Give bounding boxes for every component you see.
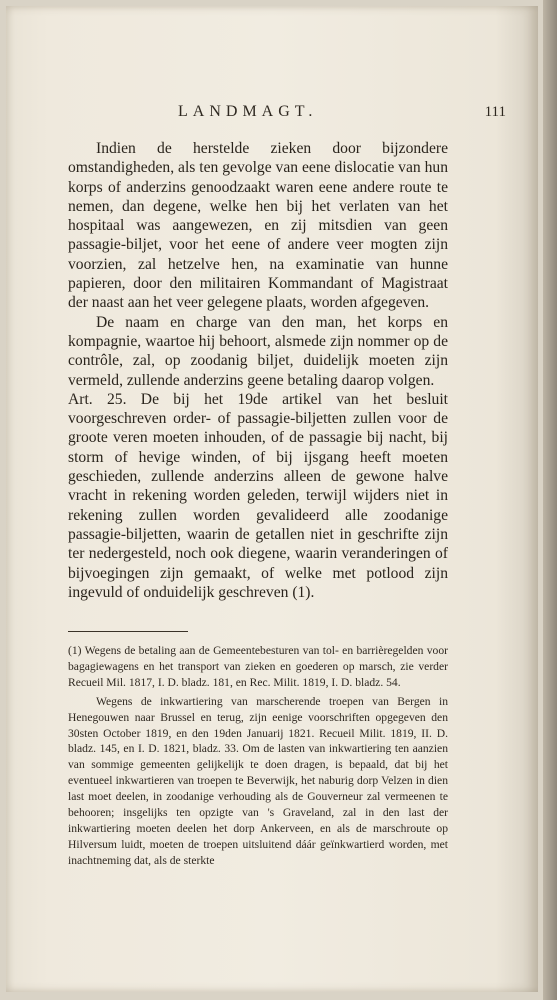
- main-text: [68, 139, 448, 602]
- footnote: Wegens de inkwartiering van marscherende troepen van Bergen in Henegouwen naar Brussel en terug, zijn eenige voorschriften opgegeven den 30sten October 1819, en den 19den Januarij 1821. Recueil Milit. 1819, II. D. bladz. 145, en I. D. 1821, bladz. 33. Om de lasten van inkwartiering ten aanzien van sommige gemeenten gelijkelijk te doen dragen, is bepaald, dat bij het eventueel inkwartieren van troepen te Beverwijk, het naburig dorp Velzen in dien last moet deelen, in zoodanige verhouding als de Gouverneur zal vermeenen te behooren; insgelijks ten opzigte van 's Graveland, zal in den last der inkwartiering moeten deelen het dorp Ankerveen, en als de marschroute op Hilversum luidt, moeten de troepen uitsluitend dáár geïnkwartierd worden, met inachtneming dat, als de sterkte: [68, 694, 448, 867]
- paragraph: Indien de herstelde zieken door bijzondere omstandigheden, als ten gevolge van eene dislocatie van hun korps of anderzins genoodzaakt waren eene andere route te nemen, dan degene, welke hen bij het verlaten van het hospitaal was aangewezen, en zij mitsdien van geen passagie-biljet, voor het eene of andere veer mogten zijn voorzien, zal hetzelve hen, na examinatie van hunne papieren, door den militairen Kommandant of Magistraat der naast aan het veer gelegene plaats, worden afgegeven.: [68, 140, 448, 312]
- page-number: 111: [484, 104, 506, 120]
- footnote: (1) Wegens de betaling aan de Gemeentebesturen van tol- en barrièregelden voor bagagiewagens en het transport van zieken en goederen op marsch, zie verder Recueil Mil. 1817, I. D. bladz. 181, en Rec. Milit. 1819, I. D. bladz. 54.: [68, 644, 448, 689]
- book-edge: [543, 0, 557, 1000]
- footnotes: [68, 643, 448, 872]
- footnote-divider: [68, 631, 188, 632]
- paragraph: De naam en charge van den man, het korps en kompagnie, waartoe hij behoort, alsmede zijn nommer op de contrôle, zal, op zoodanig biljet, duidelijk moeten zijn vermeld, zullende anderzins geene betaling daarop volgen.: [68, 313, 448, 389]
- book-page: [6, 6, 538, 992]
- page-header: [66, 103, 506, 125]
- running-title: LANDMAGT.: [178, 103, 318, 120]
- article-paragraph: Art. 25. De bij het 19de artikel van het besluit voorgeschreven order- of passagie-biljetten zullen voor de groote veren moeten inhouden, of de passagie bij nacht, bij storm of hevige winden, of bij ijsgang heeft moeten geschieden, zullende anderzins alleen de gewone halve vracht in rekening worden geleden, terwijl wijders niet in rekening zullen worden gevalideerd alle zoodanige passagie-biljetten, waarin de getallen niet in geschrifte zijn ter nedergesteld, noch ook diegene, waarin veranderingen of bijvoegingen zijn gemaakt, of welke met potlood zijn ingevuld of onduidelijk geschreven (1).: [68, 390, 448, 601]
